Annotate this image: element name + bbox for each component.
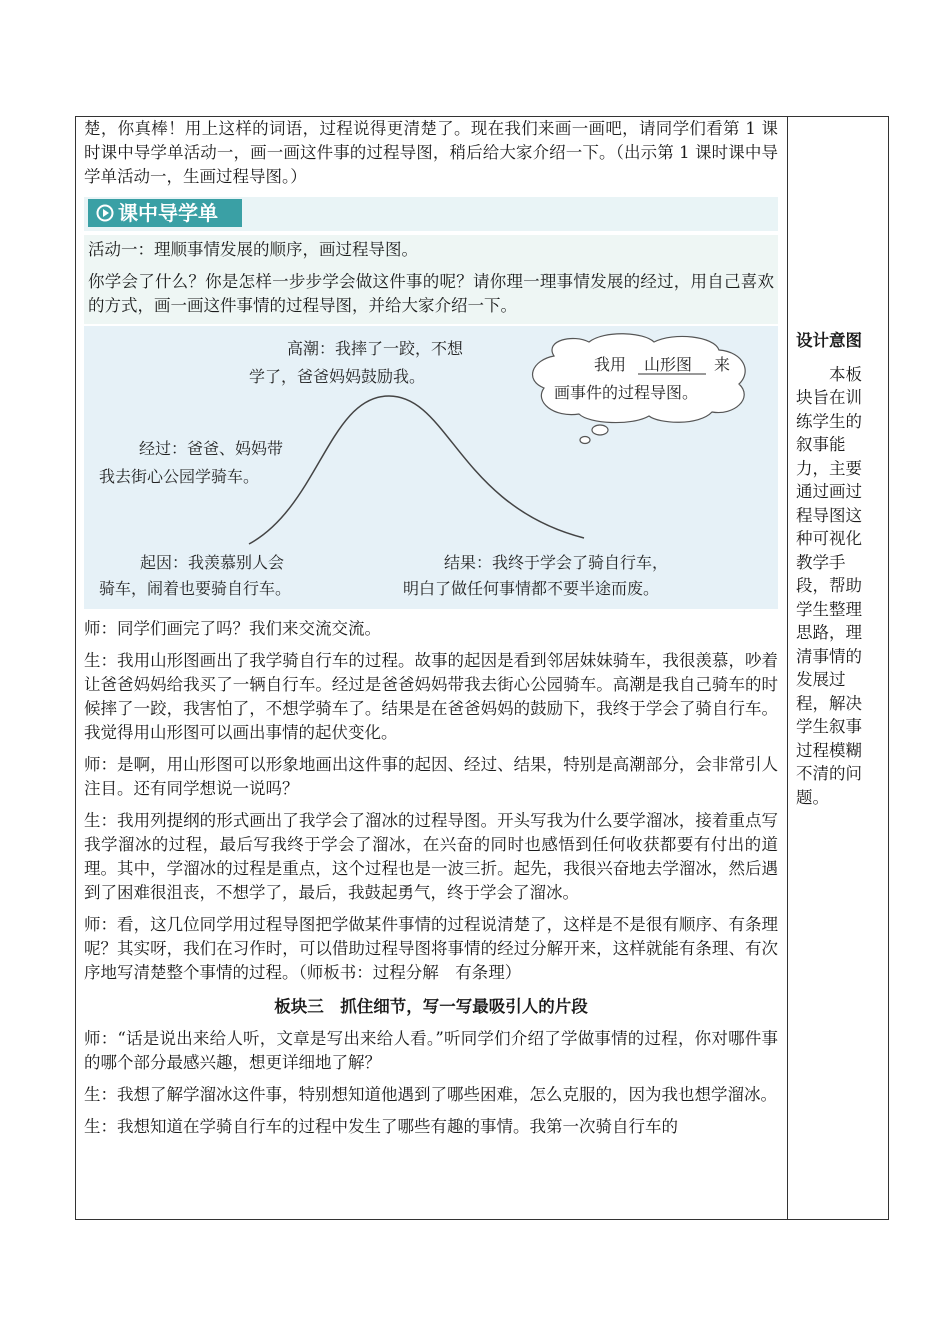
dialogue-paragraph: 生：我想了解学溜冰这件事，特别想知道他遇到了哪些困难，怎么克服的，因为我也想学溜冰。 bbox=[84, 1085, 777, 1104]
design-intent-title: 设计意图 bbox=[796, 331, 862, 350]
thought-dot-large bbox=[592, 425, 608, 435]
guide-banner-tab bbox=[88, 199, 242, 227]
climax-line1: 高潮：我摔了一跤，不想 bbox=[287, 339, 464, 358]
bubble-prefix: 我用 bbox=[594, 355, 627, 374]
dialogue-paragraph: 师：同学们画完了吗？我们来交流交流。 bbox=[84, 619, 381, 638]
play-circle-icon bbox=[96, 199, 114, 227]
dialogue-paragraph: 生：我想知道在学骑自行车的过程中发生了哪些有趣的事情。我第一次骑自行车的 bbox=[84, 1117, 678, 1136]
dialogue-paragraph: 生：我用山形图画出了我学骑自行车的过程。故事的起因是看到邻居妹妹骑车，我很羡慕，吵着让爸爸妈妈给我买了一辆自行车。经过是爸爸妈妈带我去街心公园骑车。高潮是我自己骑车的时候摔了一跤，我害怕了，不想学骑车了。结果是在爸爸妈妈的鼓励下，我终于学会了骑自行车。我觉得用山形图可以画出事情的起伏变化。 bbox=[84, 651, 778, 742]
guide-banner-label: 课中导学单 bbox=[118, 201, 218, 225]
process-line2: 我去街心公园学骑车。 bbox=[99, 467, 260, 486]
mountain-diagram bbox=[84, 326, 778, 609]
bubble-suffix: 来 bbox=[714, 355, 731, 374]
intro-paragraph: 楚，你真棒！用上这样的词语，过程说得更清楚了。现在我们来画一画吧，请同学们看第 1 课时课中导学单活动一，画一画这件事的过程导图，稍后给大家介绍一下。（出示第 1 课时课中导学单活动一，生画过程导图。） bbox=[84, 119, 778, 186]
cause-line2: 骑车，闹着也要骑自行车。 bbox=[99, 579, 292, 598]
bubble-line2: 画事件的过程导图。 bbox=[554, 383, 699, 402]
process-line1: 经过：爸爸、妈妈带 bbox=[139, 439, 284, 458]
activity-prompt: 你学会了什么？你是怎样一步步学会做这件事的呢？请你理一理事情发展的经过，用自己喜欢的方式，画一画这件事情的过程导图，并给大家介绍一下。 bbox=[88, 272, 774, 315]
guide-banner bbox=[84, 197, 778, 231]
dialogue-paragraph: 生：我用列提纲的形式画出了我学会了溜冰的过程导图。开头写我为什么要学溜冰，接着重点写我学溜冰的过程，最后写我终于学会了溜冰，在兴奋的同时也感悟到任何收获都要有付出的道理。其中，学溜冰的过程是重点，这个过程也是一波三折。起先，我很兴奋地去学溜冰，然后遇到了困难很沮丧，不想学了，最后，我鼓起勇气，终于学会了溜冰。 bbox=[84, 811, 778, 902]
dialogue-paragraph: 师：看，这几位同学用过程导图把学做某件事情的过程说清楚了，这样是不是很有顺序、有条理呢？其实呀，我们在习作时，可以借助过程导图将事情的经过分解开来，这样就能有条理、有次序地写清楚整个事情的过程。（师板书：过程分解 有条理） bbox=[84, 915, 778, 982]
mountain-curve bbox=[249, 396, 584, 544]
climax-line2: 学了，爸爸妈妈鼓励我。 bbox=[249, 367, 426, 386]
bubble-fill: 山形图 bbox=[644, 355, 693, 374]
cause-line1: 起因：我羡慕别人会 bbox=[140, 553, 285, 572]
thought-bubble bbox=[533, 334, 746, 423]
activity-box bbox=[84, 235, 778, 324]
result-line1: 结果：我终于学会了骑自行车， bbox=[444, 553, 669, 572]
activity-title: 活动一：理顺事情发展的顺序，画过程导图。 bbox=[88, 240, 418, 259]
thought-dot-small bbox=[580, 437, 590, 444]
design-intent-body: 本板块旨在训练学生的叙事能力，主要通过画过程导图这种可视化教学手段，帮助学生整理思路，理清事情的发展过程，解决学生叙事过程模糊不清的问题。 bbox=[796, 364, 862, 807]
design-intent-column bbox=[796, 329, 878, 809]
result-line2: 明白了做任何事情都不要半途而废。 bbox=[403, 579, 660, 598]
section-heading: 板块三 抓住细节，写一写最吸引人的片段 bbox=[274, 997, 588, 1016]
dialogue-paragraph: 师：“话是说出来给人听，文章是写出来给人看。”听同学们介绍了学做事情的过程，你对哪件事的哪个部分最感兴趣，想更详细地了解？ bbox=[84, 1029, 778, 1072]
column-divider bbox=[787, 117, 788, 1219]
main-column bbox=[84, 117, 778, 1139]
lesson-table bbox=[75, 116, 889, 1220]
dialogue-paragraph: 师：是啊，用山形图可以形象地画出这件事的起因、经过、结果，特别是高潮部分，会非常引人注目。还有同学想说一说吗？ bbox=[84, 755, 778, 798]
